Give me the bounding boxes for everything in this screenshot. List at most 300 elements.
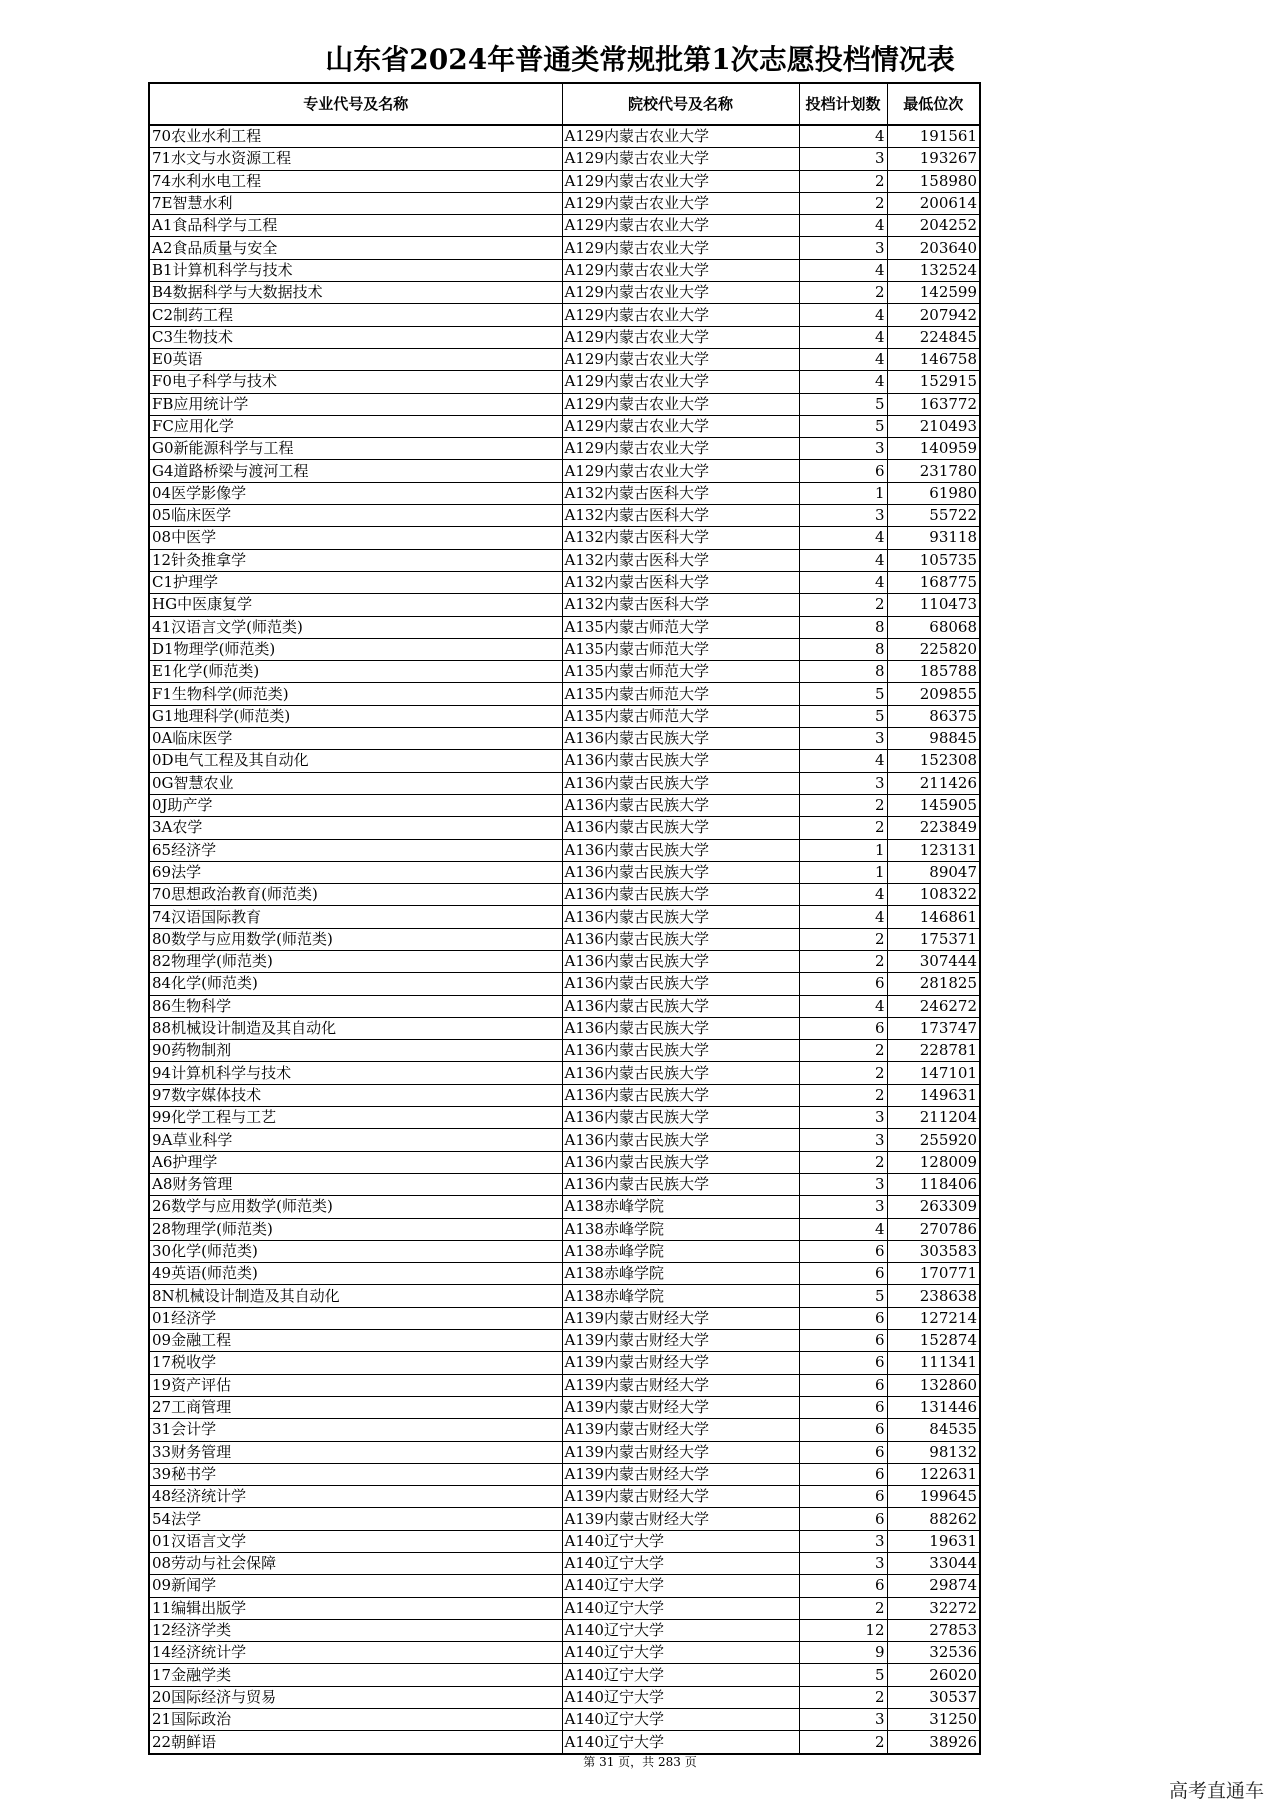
table-row [149, 125, 980, 148]
school-cell: A132内蒙古医科大学 [562, 482, 799, 504]
school-cell: A140辽宁大学 [562, 1553, 799, 1575]
rank-cell: 211426 [887, 772, 980, 794]
rank-cell: 26020 [887, 1664, 980, 1686]
school-cell: A136内蒙古民族大学 [562, 928, 799, 950]
rank-cell: 131446 [887, 1396, 980, 1418]
school-cell: A136内蒙古民族大学 [562, 1151, 799, 1173]
table-row [149, 594, 980, 616]
rank-cell: 231780 [887, 460, 980, 482]
plan-cell: 4 [799, 259, 887, 281]
table-row [149, 215, 980, 237]
table-row [149, 1441, 980, 1463]
table-row [149, 817, 980, 839]
rank-cell: 307444 [887, 950, 980, 972]
rank-cell: 238638 [887, 1285, 980, 1307]
plan-cell: 2 [799, 170, 887, 192]
plan-cell: 4 [799, 884, 887, 906]
table-row [149, 393, 980, 415]
plan-cell: 5 [799, 683, 887, 705]
school-cell: A132内蒙古医科大学 [562, 527, 799, 549]
table-row [149, 1619, 980, 1641]
rank-cell: 146758 [887, 348, 980, 370]
rank-cell: 19631 [887, 1530, 980, 1552]
plan-cell: 6 [799, 1463, 887, 1485]
table-row [149, 1173, 980, 1195]
plan-cell: 4 [799, 371, 887, 393]
table-row [149, 1084, 980, 1106]
rank-cell: 55722 [887, 505, 980, 527]
major-cell: 65经济学 [149, 839, 562, 861]
rank-cell: 203640 [887, 237, 980, 259]
table-row [149, 1486, 980, 1508]
plan-cell: 6 [799, 1486, 887, 1508]
school-cell: A139内蒙古财经大学 [562, 1330, 799, 1352]
table-row [149, 1374, 980, 1396]
major-cell: 97数字媒体技术 [149, 1084, 562, 1106]
table-row [149, 415, 980, 437]
plan-cell: 3 [799, 148, 887, 170]
major-cell: 7E智慧水利 [149, 192, 562, 214]
plan-cell: 4 [799, 549, 887, 571]
header-plan: 投档计划数 [799, 83, 887, 125]
table-row [149, 705, 980, 727]
rank-cell: 145905 [887, 794, 980, 816]
plan-cell: 2 [799, 817, 887, 839]
plan-cell: 6 [799, 460, 887, 482]
major-cell: HG中医康复学 [149, 594, 562, 616]
rank-cell: 68068 [887, 616, 980, 638]
school-cell: A140辽宁大学 [562, 1619, 799, 1641]
table-row [149, 638, 980, 660]
table-row [149, 1508, 980, 1530]
rank-cell: 61980 [887, 482, 980, 504]
plan-cell: 2 [799, 1040, 887, 1062]
rank-cell: 204252 [887, 215, 980, 237]
major-cell: 17税收学 [149, 1352, 562, 1374]
table-row [149, 1664, 980, 1686]
plan-cell: 4 [799, 304, 887, 326]
plan-cell: 2 [799, 594, 887, 616]
rank-cell: 32536 [887, 1642, 980, 1664]
major-cell: A1食品科学与工程 [149, 215, 562, 237]
major-cell: 09金融工程 [149, 1330, 562, 1352]
major-cell: G0新能源科学与工程 [149, 438, 562, 460]
table-row [149, 861, 980, 883]
rank-cell: 93118 [887, 527, 980, 549]
plan-cell: 2 [799, 950, 887, 972]
rank-cell: 147101 [887, 1062, 980, 1084]
major-cell: 99化学工程与工艺 [149, 1107, 562, 1129]
table-row [149, 148, 980, 170]
rank-cell: 132524 [887, 259, 980, 281]
major-cell: 74汉语国际教育 [149, 906, 562, 928]
school-cell: A139内蒙古财经大学 [562, 1486, 799, 1508]
plan-cell: 3 [799, 1107, 887, 1129]
major-cell: 0G智慧农业 [149, 772, 562, 794]
rank-cell: 146861 [887, 906, 980, 928]
school-cell: A140辽宁大学 [562, 1530, 799, 1552]
major-cell: 21国际政治 [149, 1709, 562, 1731]
school-cell: A136内蒙古民族大学 [562, 906, 799, 928]
school-cell: A140辽宁大学 [562, 1709, 799, 1731]
plan-cell: 3 [799, 772, 887, 794]
rank-cell: 118406 [887, 1173, 980, 1195]
major-cell: 09新闻学 [149, 1575, 562, 1597]
school-cell: A139内蒙古财经大学 [562, 1374, 799, 1396]
rank-cell: 86375 [887, 705, 980, 727]
plan-cell: 4 [799, 125, 887, 148]
major-cell: C1护理学 [149, 571, 562, 593]
plan-cell: 8 [799, 616, 887, 638]
plan-cell: 6 [799, 1352, 887, 1374]
rank-cell: 270786 [887, 1218, 980, 1240]
plan-cell: 1 [799, 482, 887, 504]
school-cell: A140辽宁大学 [562, 1575, 799, 1597]
plan-cell: 9 [799, 1642, 887, 1664]
table-row [149, 661, 980, 683]
rank-cell: 255920 [887, 1129, 980, 1151]
rank-cell: 32272 [887, 1597, 980, 1619]
table-row [149, 460, 980, 482]
school-cell: A129内蒙古农业大学 [562, 237, 799, 259]
rank-cell: 29874 [887, 1575, 980, 1597]
table-row [149, 794, 980, 816]
school-cell: A129内蒙古农业大学 [562, 348, 799, 370]
rank-cell: 281825 [887, 973, 980, 995]
table-row [149, 1285, 980, 1307]
school-cell: A136内蒙古民族大学 [562, 861, 799, 883]
header-rank: 最低位次 [887, 83, 980, 125]
school-cell: A140辽宁大学 [562, 1642, 799, 1664]
table-row [149, 527, 980, 549]
rank-cell: 246272 [887, 995, 980, 1017]
major-cell: G4道路桥梁与渡河工程 [149, 460, 562, 482]
rank-cell: 30537 [887, 1686, 980, 1708]
table-row [149, 928, 980, 950]
plan-cell: 6 [799, 1508, 887, 1530]
plan-cell: 5 [799, 705, 887, 727]
table-row [149, 438, 980, 460]
school-cell: A135内蒙古师范大学 [562, 683, 799, 705]
major-cell: 20国际经济与贸易 [149, 1686, 562, 1708]
major-cell: E0英语 [149, 348, 562, 370]
rank-cell: 185788 [887, 661, 980, 683]
school-cell: A129内蒙古农业大学 [562, 460, 799, 482]
school-cell: A138赤峰学院 [562, 1263, 799, 1285]
school-cell: A129内蒙古农业大学 [562, 148, 799, 170]
plan-cell: 2 [799, 192, 887, 214]
school-cell: A129内蒙古农业大学 [562, 371, 799, 393]
table-body [149, 125, 980, 1754]
plan-cell: 6 [799, 1419, 887, 1441]
table-row [149, 1530, 980, 1552]
plan-cell: 5 [799, 1664, 887, 1686]
school-cell: A136内蒙古民族大学 [562, 973, 799, 995]
major-cell: 0D电气工程及其自动化 [149, 750, 562, 772]
table-row [149, 237, 980, 259]
major-cell: 70农业水利工程 [149, 125, 562, 148]
major-cell: 8N机械设计制造及其自动化 [149, 1285, 562, 1307]
school-cell: A139内蒙古财经大学 [562, 1307, 799, 1329]
table-row [149, 304, 980, 326]
plan-cell: 6 [799, 1330, 887, 1352]
school-cell: A139内蒙古财经大学 [562, 1508, 799, 1530]
table-row [149, 1597, 980, 1619]
school-cell: A132内蒙古医科大学 [562, 549, 799, 571]
plan-cell: 2 [799, 1731, 887, 1754]
plan-cell: 2 [799, 1686, 887, 1708]
plan-cell: 2 [799, 1084, 887, 1106]
plan-cell: 2 [799, 928, 887, 950]
rank-cell: 191561 [887, 125, 980, 148]
rank-cell: 200614 [887, 192, 980, 214]
school-cell: A140辽宁大学 [562, 1731, 799, 1754]
major-cell: E1化学(师范类) [149, 661, 562, 683]
plan-cell: 4 [799, 750, 887, 772]
school-cell: A136内蒙古民族大学 [562, 1040, 799, 1062]
rank-cell: 149631 [887, 1084, 980, 1106]
school-cell: A139内蒙古财经大学 [562, 1463, 799, 1485]
school-cell: A132内蒙古医科大学 [562, 594, 799, 616]
table-row [149, 1709, 980, 1731]
major-cell: 30化学(师范类) [149, 1240, 562, 1262]
major-cell: 84化学(师范类) [149, 973, 562, 995]
table-row [149, 772, 980, 794]
major-cell: 41汉语言文学(师范类) [149, 616, 562, 638]
major-cell: 90药物制剂 [149, 1040, 562, 1062]
school-cell: A136内蒙古民族大学 [562, 950, 799, 972]
major-cell: 94计算机科学与技术 [149, 1062, 562, 1084]
major-cell: C2制药工程 [149, 304, 562, 326]
table-row [149, 1263, 980, 1285]
major-cell: 49英语(师范类) [149, 1263, 562, 1285]
rank-cell: 170771 [887, 1263, 980, 1285]
plan-cell: 3 [799, 1129, 887, 1151]
major-cell: 08劳动与社会保障 [149, 1553, 562, 1575]
rank-cell: 84535 [887, 1419, 980, 1441]
rank-cell: 33044 [887, 1553, 980, 1575]
major-cell: B1计算机科学与技术 [149, 259, 562, 281]
school-cell: A129内蒙古农业大学 [562, 259, 799, 281]
school-cell: A129内蒙古农业大学 [562, 125, 799, 148]
school-cell: A136内蒙古民族大学 [562, 1062, 799, 1084]
major-cell: 86生物科学 [149, 995, 562, 1017]
table-row [149, 884, 980, 906]
plan-cell: 2 [799, 1597, 887, 1619]
major-cell: F1生物科学(师范类) [149, 683, 562, 705]
plan-cell: 3 [799, 1709, 887, 1731]
plan-cell: 6 [799, 1263, 887, 1285]
rank-cell: 128009 [887, 1151, 980, 1173]
page-title: 山东省2024年普通类常规批第1次志愿投档情况表 [325, 43, 955, 76]
major-cell: 3A农学 [149, 817, 562, 839]
plan-cell: 3 [799, 1553, 887, 1575]
school-cell: A139内蒙古财经大学 [562, 1396, 799, 1418]
rank-cell: 211204 [887, 1107, 980, 1129]
major-cell: 12经济学类 [149, 1619, 562, 1641]
school-cell: A132内蒙古医科大学 [562, 505, 799, 527]
rank-cell: 152874 [887, 1330, 980, 1352]
major-cell: 48经济统计学 [149, 1486, 562, 1508]
table-row [149, 1151, 980, 1173]
table-row [149, 950, 980, 972]
rank-cell: 98845 [887, 728, 980, 750]
school-cell: A136内蒙古民族大学 [562, 1129, 799, 1151]
rank-cell: 31250 [887, 1709, 980, 1731]
plan-cell: 5 [799, 393, 887, 415]
major-cell: 12针灸推拿学 [149, 549, 562, 571]
school-cell: A136内蒙古民族大学 [562, 817, 799, 839]
school-cell: A138赤峰学院 [562, 1285, 799, 1307]
major-cell: 04医学影像学 [149, 482, 562, 504]
table-row [149, 839, 980, 861]
plan-cell: 3 [799, 237, 887, 259]
table-row [149, 482, 980, 504]
school-cell: A129内蒙古农业大学 [562, 415, 799, 437]
major-cell: 88机械设计制造及其自动化 [149, 1017, 562, 1039]
watermark: 高考直通车 [1168, 1780, 1264, 1802]
rank-cell: 123131 [887, 839, 980, 861]
rank-cell: 111341 [887, 1352, 980, 1374]
school-cell: A139内蒙古财经大学 [562, 1441, 799, 1463]
school-cell: A136内蒙古民族大学 [562, 1107, 799, 1129]
table-row [149, 995, 980, 1017]
school-cell: A138赤峰学院 [562, 1240, 799, 1262]
table-row [149, 1686, 980, 1708]
table-row [149, 1240, 980, 1262]
school-cell: A129内蒙古农业大学 [562, 192, 799, 214]
rank-cell: 193267 [887, 148, 980, 170]
major-cell: 01汉语言文学 [149, 1530, 562, 1552]
major-cell: 82物理学(师范类) [149, 950, 562, 972]
rank-cell: 173747 [887, 1017, 980, 1039]
plan-cell: 2 [799, 1062, 887, 1084]
plan-cell: 4 [799, 326, 887, 348]
major-cell: 54法学 [149, 1508, 562, 1530]
table-row [149, 192, 980, 214]
major-cell: A8财务管理 [149, 1173, 562, 1195]
plan-cell: 4 [799, 1218, 887, 1240]
major-cell: 39秘书学 [149, 1463, 562, 1485]
plan-cell: 3 [799, 505, 887, 527]
school-cell: A129内蒙古农业大学 [562, 438, 799, 460]
rank-cell: 132860 [887, 1374, 980, 1396]
rank-cell: 89047 [887, 861, 980, 883]
school-cell: A135内蒙古师范大学 [562, 705, 799, 727]
rank-cell: 108322 [887, 884, 980, 906]
major-cell: 0A临床医学 [149, 728, 562, 750]
table-row [149, 170, 980, 192]
major-cell: A6护理学 [149, 1151, 562, 1173]
plan-cell: 6 [799, 1307, 887, 1329]
table-row [149, 259, 980, 281]
school-cell: A139内蒙古财经大学 [562, 1352, 799, 1374]
rank-cell: 303583 [887, 1240, 980, 1262]
table-row [149, 1330, 980, 1352]
rank-cell: 110473 [887, 594, 980, 616]
plan-cell: 4 [799, 571, 887, 593]
table-row [149, 1062, 980, 1084]
major-cell: 71水文与水资源工程 [149, 148, 562, 170]
plan-cell: 6 [799, 1441, 887, 1463]
rank-cell: 199645 [887, 1486, 980, 1508]
major-cell: 0J助产学 [149, 794, 562, 816]
plan-cell: 3 [799, 1173, 887, 1195]
school-cell: A139内蒙古财经大学 [562, 1419, 799, 1441]
rank-cell: 105735 [887, 549, 980, 571]
table-row [149, 1129, 980, 1151]
rank-cell: 88262 [887, 1508, 980, 1530]
major-cell: 08中医学 [149, 527, 562, 549]
plan-cell: 4 [799, 527, 887, 549]
school-cell: A135内蒙古师范大学 [562, 616, 799, 638]
table-row [149, 371, 980, 393]
major-cell: B4数据科学与大数据技术 [149, 282, 562, 304]
school-cell: A136内蒙古民族大学 [562, 750, 799, 772]
table-row [149, 1196, 980, 1218]
rank-cell: 140959 [887, 438, 980, 460]
plan-cell: 5 [799, 1285, 887, 1307]
table-header-row [149, 83, 980, 125]
major-cell: 26数学与应用数学(师范类) [149, 1196, 562, 1218]
school-cell: A136内蒙古民族大学 [562, 772, 799, 794]
rank-cell: 38926 [887, 1731, 980, 1754]
major-cell: 9A草业科学 [149, 1129, 562, 1151]
school-cell: A136内蒙古民族大学 [562, 1017, 799, 1039]
rank-cell: 263309 [887, 1196, 980, 1218]
rank-cell: 209855 [887, 683, 980, 705]
rank-cell: 152915 [887, 371, 980, 393]
rank-cell: 152308 [887, 750, 980, 772]
table-row [149, 683, 980, 705]
rank-cell: 142599 [887, 282, 980, 304]
plan-cell: 6 [799, 1575, 887, 1597]
table-row [149, 1017, 980, 1039]
rank-cell: 98132 [887, 1441, 980, 1463]
header-school: 院校代号及名称 [562, 83, 799, 125]
rank-cell: 224845 [887, 326, 980, 348]
school-cell: A136内蒙古民族大学 [562, 839, 799, 861]
table-row [149, 1553, 980, 1575]
rank-cell: 225820 [887, 638, 980, 660]
admission-table [148, 82, 981, 1755]
school-cell: A129内蒙古农业大学 [562, 282, 799, 304]
table-row [149, 1419, 980, 1441]
major-cell: 14经济统计学 [149, 1642, 562, 1664]
rank-cell: 168775 [887, 571, 980, 593]
major-cell: A2食品质量与安全 [149, 237, 562, 259]
rank-cell: 27853 [887, 1619, 980, 1641]
rank-cell: 122631 [887, 1463, 980, 1485]
school-cell: A140辽宁大学 [562, 1686, 799, 1708]
table-row [149, 1040, 980, 1062]
school-cell: A138赤峰学院 [562, 1196, 799, 1218]
school-cell: A136内蒙古民族大学 [562, 794, 799, 816]
table-row [149, 549, 980, 571]
table-row [149, 1352, 980, 1374]
rank-cell: 210493 [887, 415, 980, 437]
plan-cell: 8 [799, 661, 887, 683]
table-row [149, 505, 980, 527]
rank-cell: 127214 [887, 1307, 980, 1329]
major-cell: 01经济学 [149, 1307, 562, 1329]
major-cell: 17金融学类 [149, 1664, 562, 1686]
major-cell: F0电子科学与技术 [149, 371, 562, 393]
table-row [149, 326, 980, 348]
school-cell: A136内蒙古民族大学 [562, 1084, 799, 1106]
header-major: 专业代号及名称 [149, 83, 562, 125]
school-cell: A138赤峰学院 [562, 1218, 799, 1240]
